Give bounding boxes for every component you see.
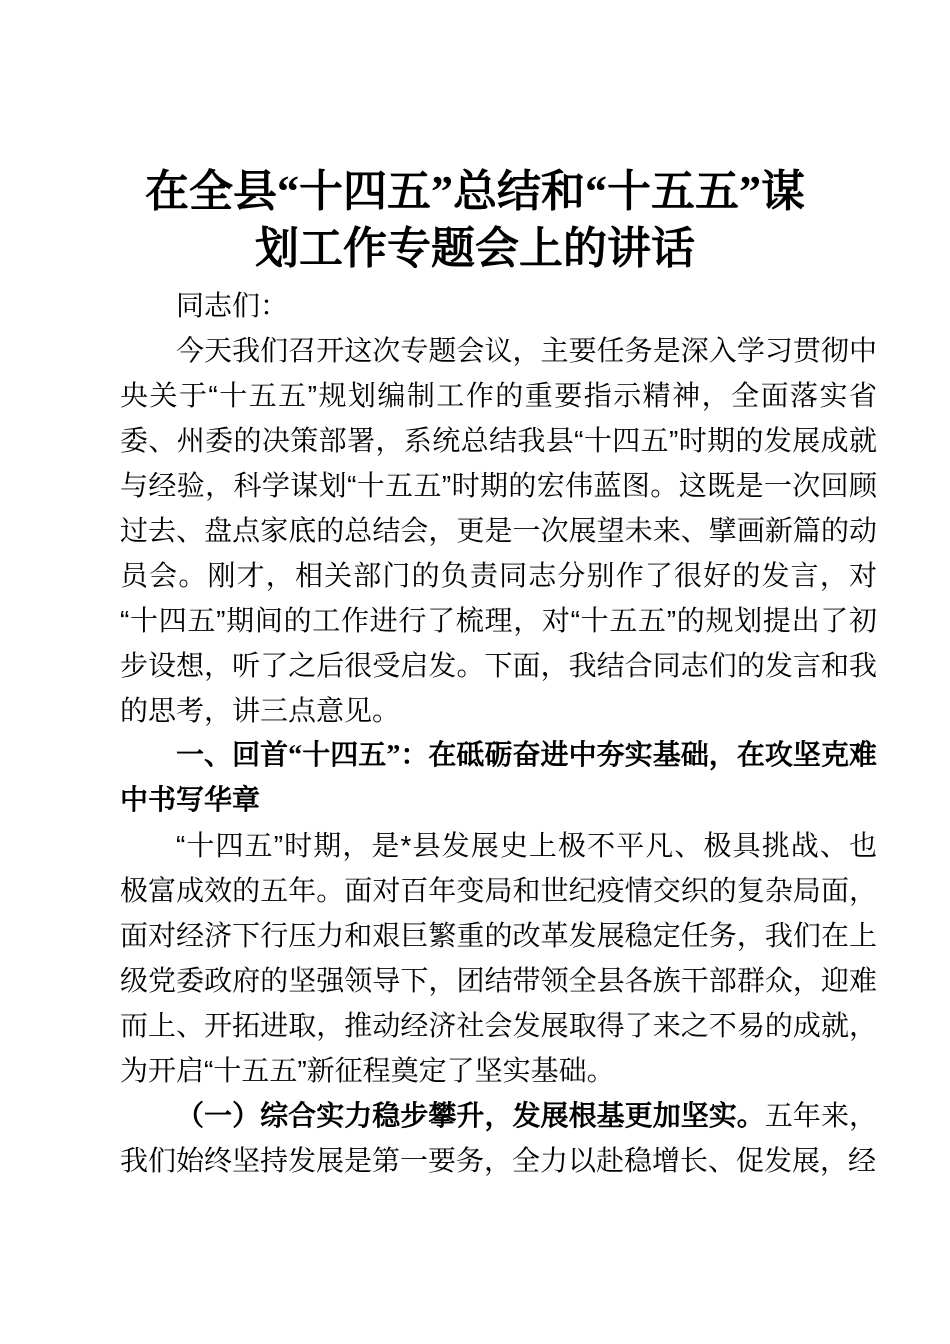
subpoint-1-paragraph — [120, 1093, 877, 1183]
subpoint-1-lead: （一）综合实力稳步攀升，发展根基更加坚实。 — [176, 1100, 765, 1131]
opening-paragraph: 今天我们召开这次专题会议，主要任务是深入学习贯彻中央关于“十五五”规划编制工作的重要指示精神，全面落实省委、州委的决策部署，系统总结我县“十四五”时期的发展成就与经验，科学谋划“十五五”时期的宏伟蓝图。这既是一次回顾过去、盘点家底的总结会，更是一次展望未来、擘画新篇的动员会。刚才，相关部门的负责同志分别作了很好的发言，对“十四五”期间的工作进行了梳理，对“十五五”的规划提出了初步设想，听了之后很受启发。下面，我结合同志们的发言和我的思考，讲三点意见。 — [120, 335, 877, 726]
document-title-line-2: 划工作专题会上的讲话 — [255, 224, 695, 273]
salutation-paragraph: 同志们： — [176, 290, 289, 321]
section-heading-1: 一、回首“十四五”：在砥砺奋进中夯实基础，在攻坚克难中书写华章 — [120, 740, 877, 816]
document-body — [120, 283, 877, 1183]
section-1-overview-paragraph: “十四五”时期，是*县发展史上极不平凡、极具挑战、也极富成效的五年。面对百年变局和世纪疫情交织的复杂局面，面对经济下行压力和艰巨繁重的改革发展稳定任务，我们在上级党委政府的坚强领导下，团结带领全县各族干部群众，迎难而上、开拓进取，推动经济社会发展取得了来之不易的成就，为开启“十五五”新征程奠定了坚实基础。 — [120, 830, 877, 1086]
subpoint-1-text: 五年来，我们始终坚持发展是第一要务，全力以赴稳增长、促发展，经 — [120, 1100, 877, 1176]
document-title-line-1: 在全县“十四五”总结和“十五五”谋 — [145, 167, 805, 216]
document-title — [60, 163, 890, 277]
